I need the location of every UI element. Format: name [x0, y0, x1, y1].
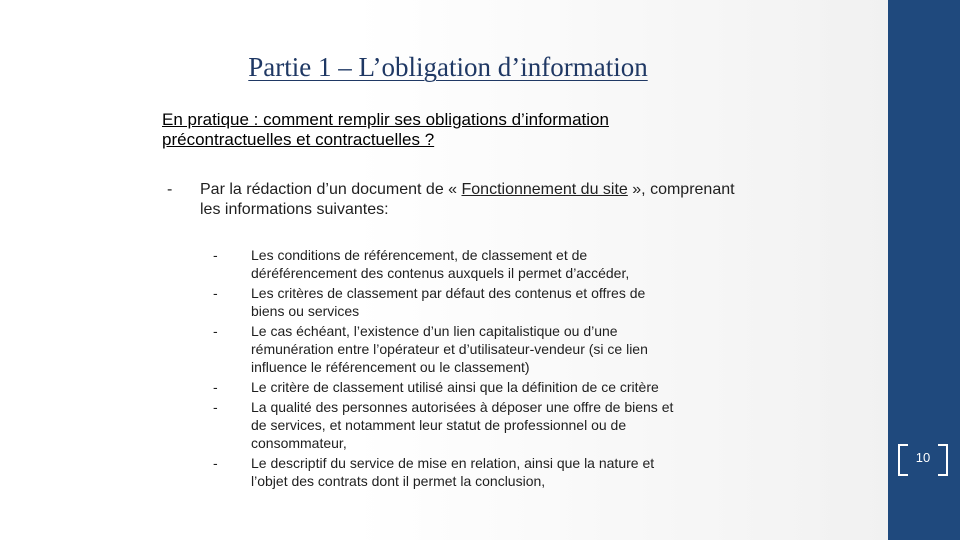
list-item-line: Les conditions de référencement, de classement et de [251, 247, 588, 263]
main-bullet-text-before: Par la rédaction d’un document de « [200, 181, 462, 198]
list-item-dash: - [213, 323, 218, 339]
list-item-line: Le descriptif du service de mise en relation, ainsi que la nature et [251, 455, 655, 471]
list-item-line: rémunération entre l’opérateur et d’utilisateur-vendeur (si ce lien [251, 341, 648, 357]
list-item-text [251, 398, 761, 452]
bracket-right-icon [938, 444, 948, 476]
list-item-line: Le critère de classement utilisé ainsi que la définition de ce critère [251, 379, 659, 395]
list-item-line: Le cas échéant, l’existence d’un lien capitalistique ou d’une [251, 323, 618, 339]
bullet-dash: - [167, 181, 173, 198]
list-item-line: l’objet des contrats dont il permet la conclusion, [251, 473, 546, 489]
page-number [898, 444, 948, 476]
list-item-line: consommateur, [251, 435, 347, 451]
list-item-line: La qualité des personnes autorisées à déposer une offre de biens et [251, 399, 674, 415]
list-item-line: de services, et notamment leur statut de professionnel ou de [251, 417, 627, 433]
main-bullet-text-after: », comprenant les informations suivantes: [200, 181, 735, 218]
list-item-text [251, 322, 761, 376]
list-item-line: Les critères de classement par défaut des contenus et offres de [251, 285, 646, 301]
list-item-dash: - [213, 379, 218, 395]
list-item-text [251, 454, 761, 490]
list-item-text [251, 378, 761, 396]
list-item-text [251, 246, 761, 282]
page-number-value: 10 [915, 450, 931, 465]
main-bullet-text [200, 180, 740, 220]
list-item-dash: - [213, 455, 218, 471]
slide-subtitle [162, 110, 762, 150]
list-item-dash: - [213, 285, 218, 301]
list-item-line: biens ou services [251, 303, 360, 319]
slide-title: Partie 1 – L’obligation d’information [248, 52, 648, 82]
subtitle-line-2: précontractuelles et contractuelles ? [162, 130, 435, 149]
subtitle-line-1: En pratique : comment remplir ses obligations d’information [162, 110, 609, 129]
list-item-dash: - [213, 399, 218, 415]
list-item-dash: - [213, 247, 218, 263]
list-item-line: influence le référencement ou le classement) [251, 359, 530, 375]
fonctionnement-du-site-link: Fonctionnement du site [461, 181, 628, 198]
list-item-text [251, 284, 761, 320]
list-item-line: déréférencement des contenus auxquels il permet d’accéder, [251, 265, 630, 281]
